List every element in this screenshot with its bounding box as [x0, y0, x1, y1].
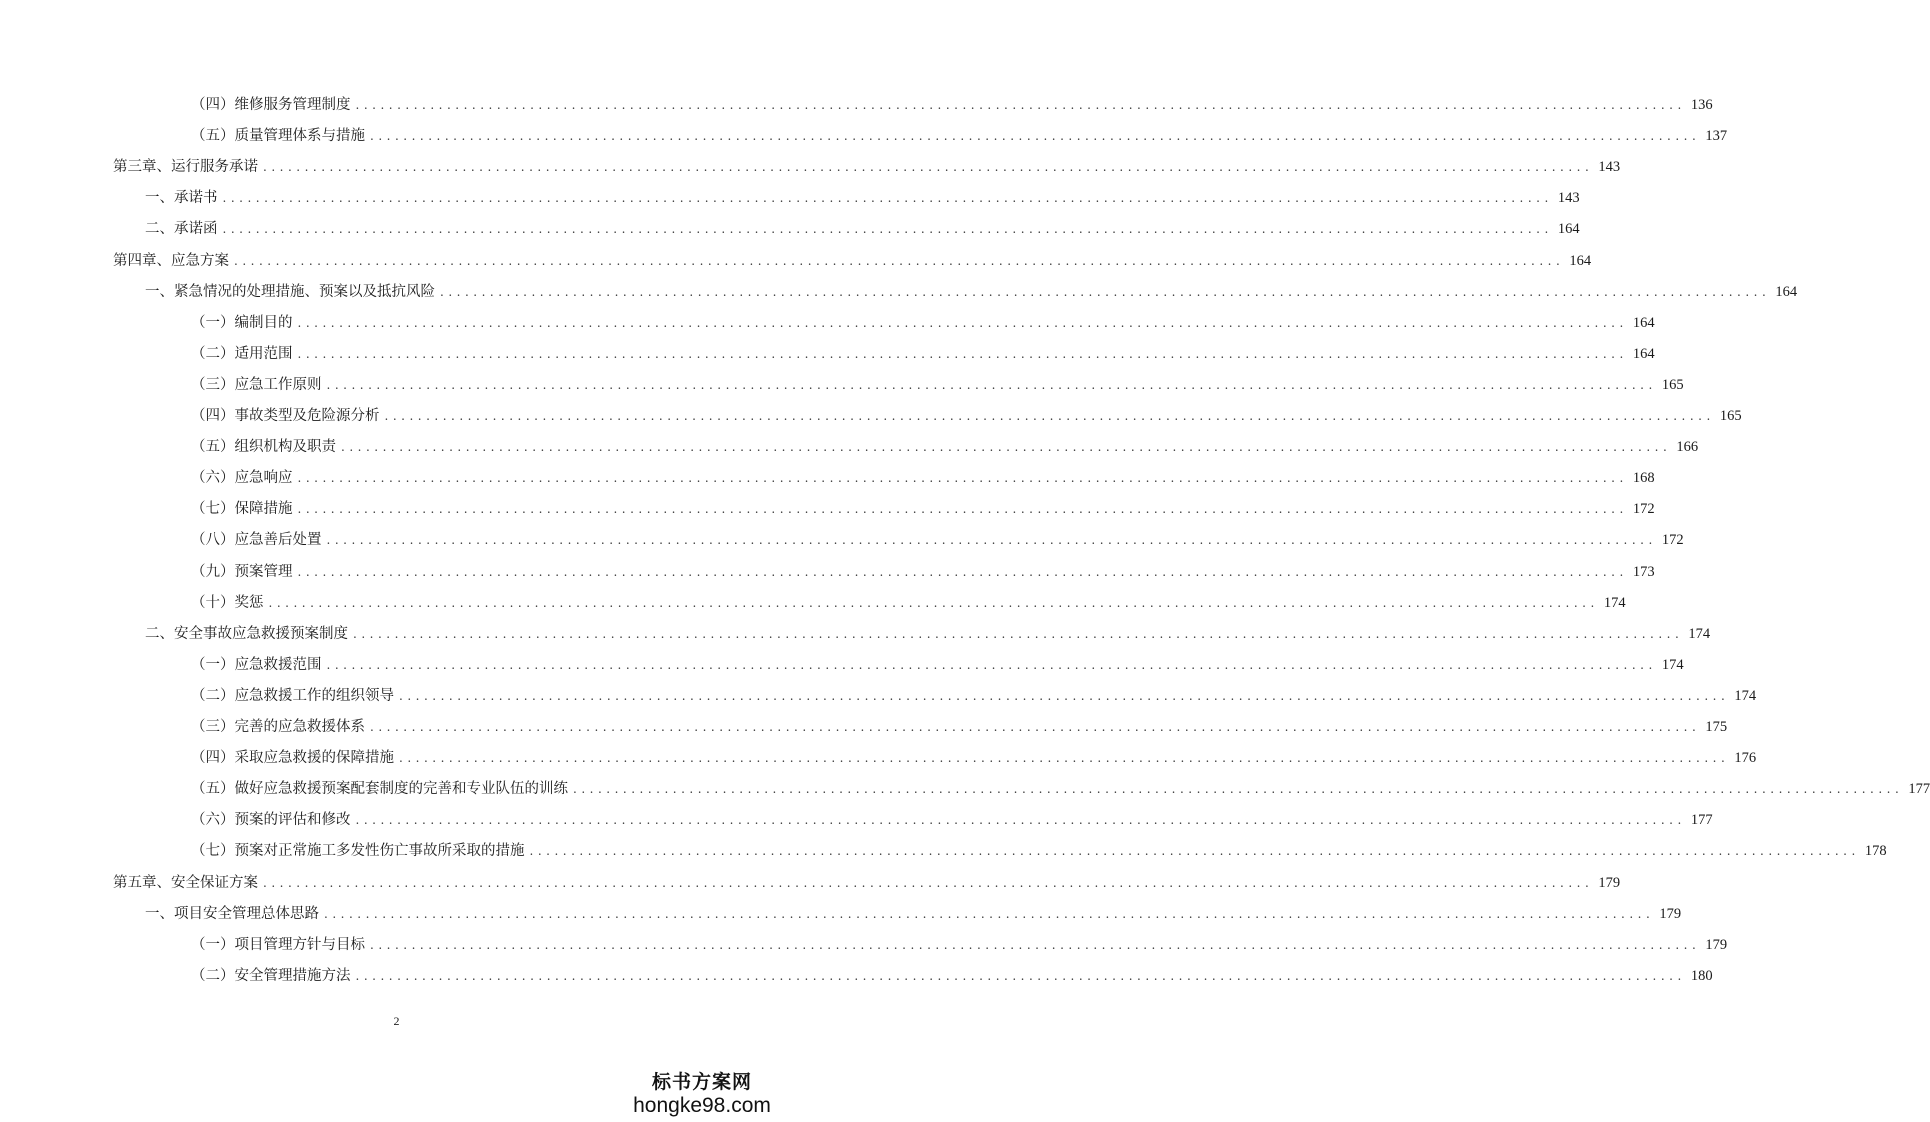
toc-entry-page: 164	[1557, 221, 1580, 237]
toc-entry	[191, 562, 1655, 582]
toc-entry-label: （四）维修服务管理制度	[191, 97, 351, 113]
toc-entry	[145, 624, 1711, 644]
toc-entry-page: 168	[1632, 470, 1655, 486]
toc-entry-page: 143	[1598, 159, 1621, 175]
toc-leader-dots: ................................................................................................................................................................	[399, 689, 1730, 703]
toc-entry-label: （六）预案的评估和修改	[191, 812, 351, 828]
toc-leader-dots: ................................................................................................................................................................	[263, 876, 1594, 890]
toc-entry-label: （三）完善的应急救援体系	[191, 719, 365, 735]
toc-leader-dots: ................................................................................................................................................................	[268, 596, 1599, 610]
toc-leader-dots: ................................................................................................................................................................	[370, 938, 1701, 952]
toc-entry	[191, 748, 1757, 768]
toc-entry	[191, 406, 1742, 426]
toc-leader-dots: ................................................................................................................................................................	[324, 907, 1655, 921]
toc-entry-page: 165	[1661, 377, 1684, 393]
toc-entry	[191, 779, 1930, 799]
toc-entry-page: 177	[1908, 781, 1930, 797]
toc-leader-dots: ................................................................................................................................................................	[297, 347, 1628, 361]
toc-leader-dots: ................................................................................................................................................................	[399, 751, 1730, 765]
toc-leader-dots: ................................................................................................................................................................	[222, 191, 1553, 205]
toc-entry	[113, 251, 1592, 271]
toc-leader-dots: ................................................................................................................................................................	[440, 285, 1771, 299]
toc-leader-dots: ................................................................................................................................................................	[326, 658, 1657, 672]
toc-entry	[191, 95, 1713, 115]
toc-leader-dots: ................................................................................................................................................................	[529, 844, 1860, 858]
toc-entry	[191, 530, 1684, 550]
toc-entry-label: （三）应急工作原则	[191, 377, 322, 393]
toc-entry	[191, 935, 1728, 955]
toc-leader-dots: ................................................................................................................................................................	[355, 813, 1686, 827]
toc-entry-label: （七）保障措施	[191, 501, 293, 517]
toc-leader-dots: ................................................................................................................................................................	[384, 409, 1715, 423]
toc-entry-label: （六）应急响应	[191, 470, 293, 486]
toc-entry	[145, 282, 1798, 302]
toc-entry	[191, 966, 1713, 986]
toc-entry-label: （二）安全管理措施方法	[191, 968, 351, 984]
toc-entry-page: 179	[1659, 906, 1682, 922]
toc-entry-label: （一）应急救援范围	[191, 657, 322, 673]
toc-entry-page: 164	[1569, 253, 1592, 269]
toc-entry-label: 第三章、运行服务承诺	[113, 159, 258, 175]
toc-leader-dots: ................................................................................................................................................................	[297, 502, 1628, 516]
toc-entry	[191, 126, 1728, 146]
toc-entry-page: 179	[1705, 937, 1728, 953]
toc-entry	[191, 499, 1655, 519]
toc-entry	[191, 437, 1699, 457]
toc-entry	[191, 717, 1728, 737]
toc-entry-page: 136	[1690, 97, 1713, 113]
toc-entry-label: （二）适用范围	[191, 346, 293, 362]
watermark-logo	[627, 1070, 777, 1118]
toc-entry-label: （五）质量管理体系与措施	[191, 128, 365, 144]
toc-entry-label: （九）预案管理	[191, 564, 293, 580]
toc-entry	[191, 344, 1655, 364]
toc-entry-page: 174	[1734, 688, 1757, 704]
toc-entry	[191, 375, 1684, 395]
toc-leader-dots: ................................................................................................................................................................	[370, 129, 1701, 143]
toc-entry	[191, 841, 1887, 861]
toc-entry-page: 174	[1603, 595, 1626, 611]
toc-entry-label: （一）编制目的	[191, 315, 293, 331]
toc-entry	[191, 313, 1655, 333]
toc-entry-label: （四）采取应急救援的保障措施	[191, 750, 394, 766]
toc-leader-dots: ................................................................................................................................................................	[234, 254, 1565, 268]
toc-entry-label: 第四章、应急方案	[113, 253, 229, 269]
toc-entry-page: 179	[1598, 875, 1621, 891]
toc-leader-dots: ................................................................................................................................................................	[326, 378, 1657, 392]
toc-entry	[191, 810, 1713, 830]
toc-entry-label: 一、紧急情况的处理措施、预案以及抵抗风险	[145, 284, 435, 300]
toc-entry-page: 164	[1632, 315, 1655, 331]
toc-entry-label: （十）奖惩	[191, 595, 264, 611]
toc-entry-page: 178	[1864, 843, 1887, 859]
toc-entry-label: （二）应急救援工作的组织领导	[191, 688, 394, 704]
toc-leader-dots: ................................................................................................................................................................	[370, 720, 1701, 734]
toc-entry	[191, 593, 1626, 613]
toc-entry-label: （五）做好应急救援预案配套制度的完善和专业队伍的训练	[191, 781, 568, 797]
toc-entry	[145, 904, 1682, 924]
toc-leader-dots: ................................................................................................................................................................	[326, 533, 1657, 547]
toc-entry-label: （五）组织机构及职责	[191, 439, 336, 455]
toc-entry-page: 172	[1661, 532, 1684, 548]
watermark-url: hongke98.com	[633, 1094, 771, 1117]
toc-entry-page: 174	[1688, 626, 1711, 642]
toc-leader-dots: ................................................................................................................................................................	[353, 627, 1684, 641]
toc-leader-dots: ................................................................................................................................................................	[263, 160, 1594, 174]
toc-entry-page: 164	[1632, 346, 1655, 362]
toc-entry	[191, 686, 1757, 706]
toc-leader-dots: ................................................................................................................................................................	[355, 98, 1686, 112]
toc-entry-page: 175	[1705, 719, 1728, 735]
toc-entry-label: （八）应急善后处置	[191, 532, 322, 548]
toc-entry-label: 一、项目安全管理总体思路	[145, 906, 319, 922]
toc-entry-page: 172	[1632, 501, 1655, 517]
toc-leader-dots: ................................................................................................................................................................	[341, 440, 1672, 454]
toc-entry-label: 二、安全事故应急救援预案制度	[145, 626, 348, 642]
toc-leader-dots: ................................................................................................................................................................	[297, 316, 1628, 330]
toc-leader-dots: ................................................................................................................................................................	[222, 222, 1553, 236]
toc-entry-page: 143	[1557, 190, 1580, 206]
toc-entry	[113, 157, 1621, 177]
toc-entry-page: 180	[1690, 968, 1713, 984]
toc-entry-page: 165	[1719, 408, 1742, 424]
toc-entry-label: 第五章、安全保证方案	[113, 875, 258, 891]
toc-leader-dots: ................................................................................................................................................................	[355, 969, 1686, 983]
toc-entry	[145, 188, 1580, 208]
toc-entry-page: 137	[1705, 128, 1728, 144]
toc-leader-dots: ................................................................................................................................................................	[297, 565, 1628, 579]
toc-entry	[113, 873, 1621, 893]
toc-entry	[145, 219, 1580, 239]
toc-entry-page: 174	[1661, 657, 1684, 673]
toc-leader-dots: ................................................................................................................................................................	[297, 471, 1628, 485]
toc-entry-page: 166	[1676, 439, 1699, 455]
toc-entry-label: （一）项目管理方针与目标	[191, 937, 365, 953]
toc-entry	[191, 655, 1684, 675]
toc-entry	[191, 468, 1655, 488]
toc-entry-label: 二、承诺函	[145, 221, 218, 237]
toc-entry-label: （七）预案对正常施工多发性伤亡事故所采取的措施	[191, 843, 525, 859]
page-number: 2	[393, 1014, 400, 1028]
toc-entry-page: 164	[1775, 284, 1798, 300]
watermark-title: 标书方案网	[651, 1071, 752, 1093]
toc-entry-page: 176	[1734, 750, 1757, 766]
toc-entry-label: 一、承诺书	[145, 190, 218, 206]
toc-entry-page: 177	[1690, 812, 1713, 828]
toc-leader-dots: ................................................................................................................................................................	[573, 782, 1904, 796]
toc-entry-label: （四）事故类型及危险源分析	[191, 408, 380, 424]
toc-entry-page: 173	[1632, 564, 1655, 580]
